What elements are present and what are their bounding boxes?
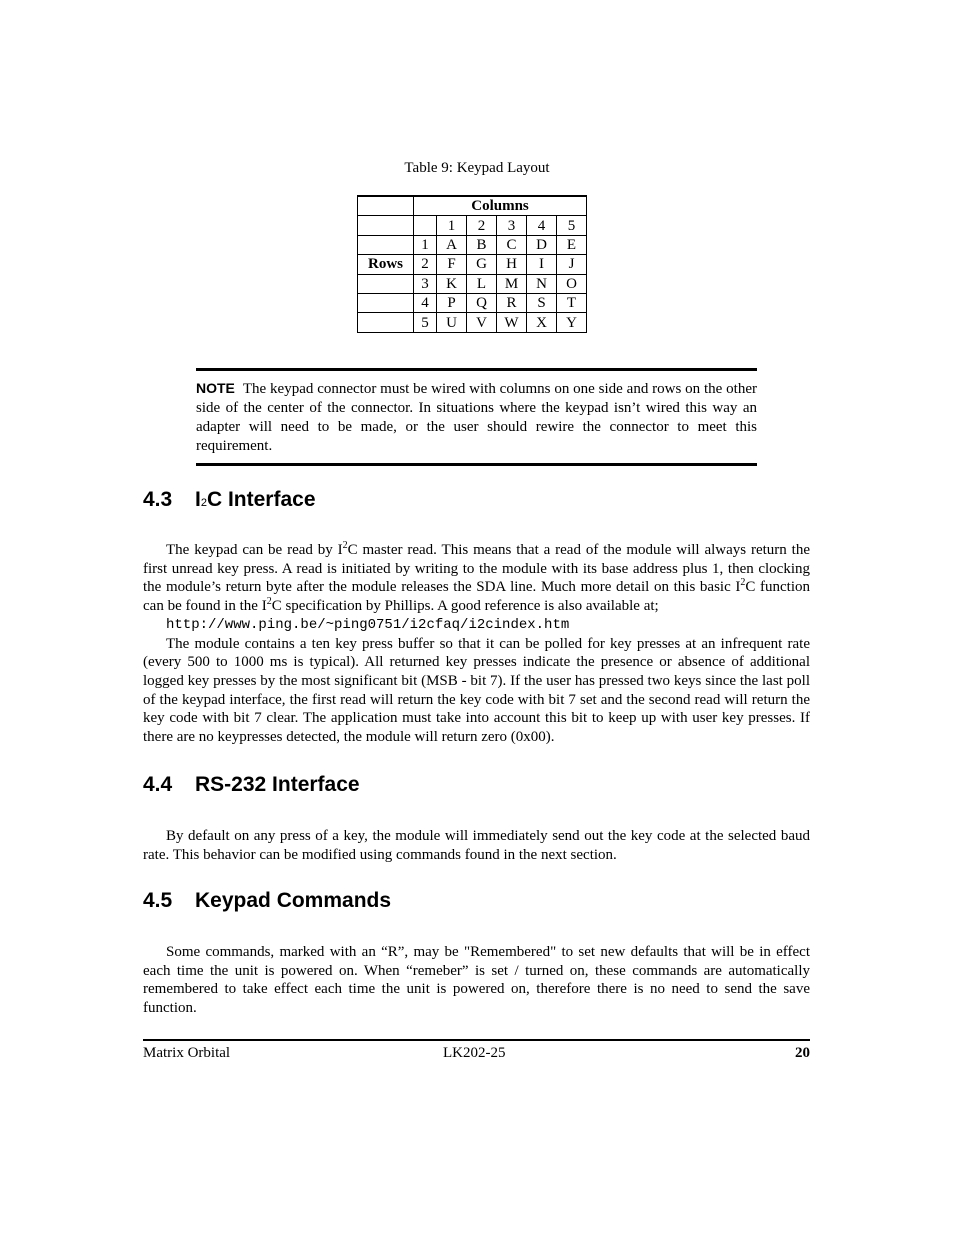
section-4-4-body <box>143 827 810 864</box>
note-text: The keypad connector must be wired with columns on one side and rows on the other side of the center of the connector. In situations where the keypad isn’t wired this way an adapter will need to be made, or the user should rewire the connector to meet this requirement. <box>196 381 757 454</box>
key-cell: H <box>497 255 527 274</box>
row-number: 5 <box>414 313 437 332</box>
paragraph: By default on any press of a key, the module will immediately send out the key code at the selected baud rate. This behavior can be modified using commands found in the next section. <box>143 828 810 863</box>
table-row <box>358 255 587 274</box>
footer-company: Matrix Orbital <box>143 1045 231 1061</box>
section-4-5-body <box>143 943 810 1018</box>
footer-model: LK202-25 <box>443 1045 506 1061</box>
key-cell: J <box>557 255 587 274</box>
table-row <box>358 274 587 293</box>
row-number: 1 <box>414 235 437 254</box>
table-corner-cell <box>358 196 414 216</box>
key-cell: Q <box>467 293 497 312</box>
page-number: 20 <box>795 1045 810 1061</box>
note-label: NOTE <box>196 380 235 396</box>
note-bottom-rule <box>196 463 757 466</box>
table-blank-cell <box>358 313 414 332</box>
key-cell: W <box>497 313 527 332</box>
table-blank-cell <box>414 216 437 235</box>
key-cell: I <box>527 255 557 274</box>
key-cell: K <box>437 274 467 293</box>
note-box <box>196 368 757 466</box>
rows-label: Rows <box>358 255 414 274</box>
section-number: 4.3 <box>143 488 173 511</box>
key-cell: O <box>557 274 587 293</box>
row-number: 4 <box>414 293 437 312</box>
key-cell: F <box>437 255 467 274</box>
key-cell: Y <box>557 313 587 332</box>
paragraph: The keypad can be read by $I^2C$ master read. This means that a read of the module will always return the first unread key press. A read is initiated by writing to the module with its base address plus 1, then clocking the module’s return byte after the module releases the SDA line. Much more detail on this basic $I^2C$ function can be found in the $I^2C$ specification by Phillips. A good reference is also available at; <box>143 540 811 615</box>
key-cell: D <box>527 235 557 254</box>
section-title-superscript: 2 <box>200 497 207 509</box>
paragraph: Some commands, marked with an “R”, may be "Remembered" to set new defaults that will be in effect each time the unit is powered on. When “remeber” is set / turned on, these commands are automatically remembered to take effect each time the unit is powered on, therefore there is no need to send the save function. <box>143 944 810 1017</box>
table-blank-cell <box>358 274 414 293</box>
table-header-row <box>358 196 587 216</box>
keypad-layout-table <box>357 195 587 333</box>
key-cell: G <box>467 255 497 274</box>
section-number: 4.5 <box>143 889 173 912</box>
paragraph: The module contains a ten key press buffer so that it can be polled for key presses at an infrequent rate (every 500 to 1000 ms is typical). All returned key presses indicate the presence or absence of additional logged key presses by the most significant bit (MSB - bit 7). If the user has pressed two keys since the last poll of the keypad interface, the first read will return the key code with bit 7 set and the second read will return the key code with bit 7 clear. The application must take into account this bit to keep up with user key presses. If there are no keypresses detected, the module will return zero (0x00). <box>143 635 810 746</box>
key-cell: P <box>437 293 467 312</box>
key-cell: A <box>437 235 467 254</box>
key-cell: U <box>437 313 467 332</box>
table-row <box>358 235 587 254</box>
table-row <box>358 313 587 332</box>
column-number: 3 <box>497 216 527 235</box>
table-caption: Table 9: Keypad Layout <box>404 160 550 176</box>
table-blank-cell <box>358 293 414 312</box>
key-cell: E <box>557 235 587 254</box>
key-cell: L <box>467 274 497 293</box>
column-number: 4 <box>527 216 557 235</box>
key-cell: T <box>557 293 587 312</box>
table-blank-cell <box>358 235 414 254</box>
section-number: 4.4 <box>143 773 173 796</box>
key-cell: S <box>527 293 557 312</box>
row-number: 2 <box>414 255 437 274</box>
footer-rule <box>143 1039 810 1041</box>
table-blank-cell <box>358 216 414 235</box>
column-number: 2 <box>467 216 497 235</box>
section-heading-4-3 <box>143 487 316 516</box>
key-cell: B <box>467 235 497 254</box>
column-number: 1 <box>437 216 467 235</box>
table-row <box>358 293 587 312</box>
section-title-prefix: I <box>195 488 201 511</box>
section-title: Keypad Commands <box>195 889 392 912</box>
key-cell: V <box>467 313 497 332</box>
table-column-number-row <box>358 216 587 235</box>
section-title: RS-232 Interface <box>195 773 360 796</box>
key-cell: X <box>527 313 557 332</box>
key-cell: M <box>497 274 527 293</box>
section-4-3-body <box>143 541 810 747</box>
section-heading-4-5 <box>143 888 391 914</box>
note-top-rule <box>196 368 757 371</box>
reference-link[interactable]: http://www.ping.be/~ping0751/i2cfaq/i2cindex.htm <box>166 616 570 633</box>
section-title: C Interface <box>206 488 316 511</box>
key-cell: N <box>527 274 557 293</box>
column-number: 5 <box>557 216 587 235</box>
section-heading-4-4 <box>143 772 360 798</box>
key-cell: C <box>497 235 527 254</box>
columns-header: Columns <box>414 196 587 216</box>
key-cell: R <box>497 293 527 312</box>
row-number: 3 <box>414 274 437 293</box>
